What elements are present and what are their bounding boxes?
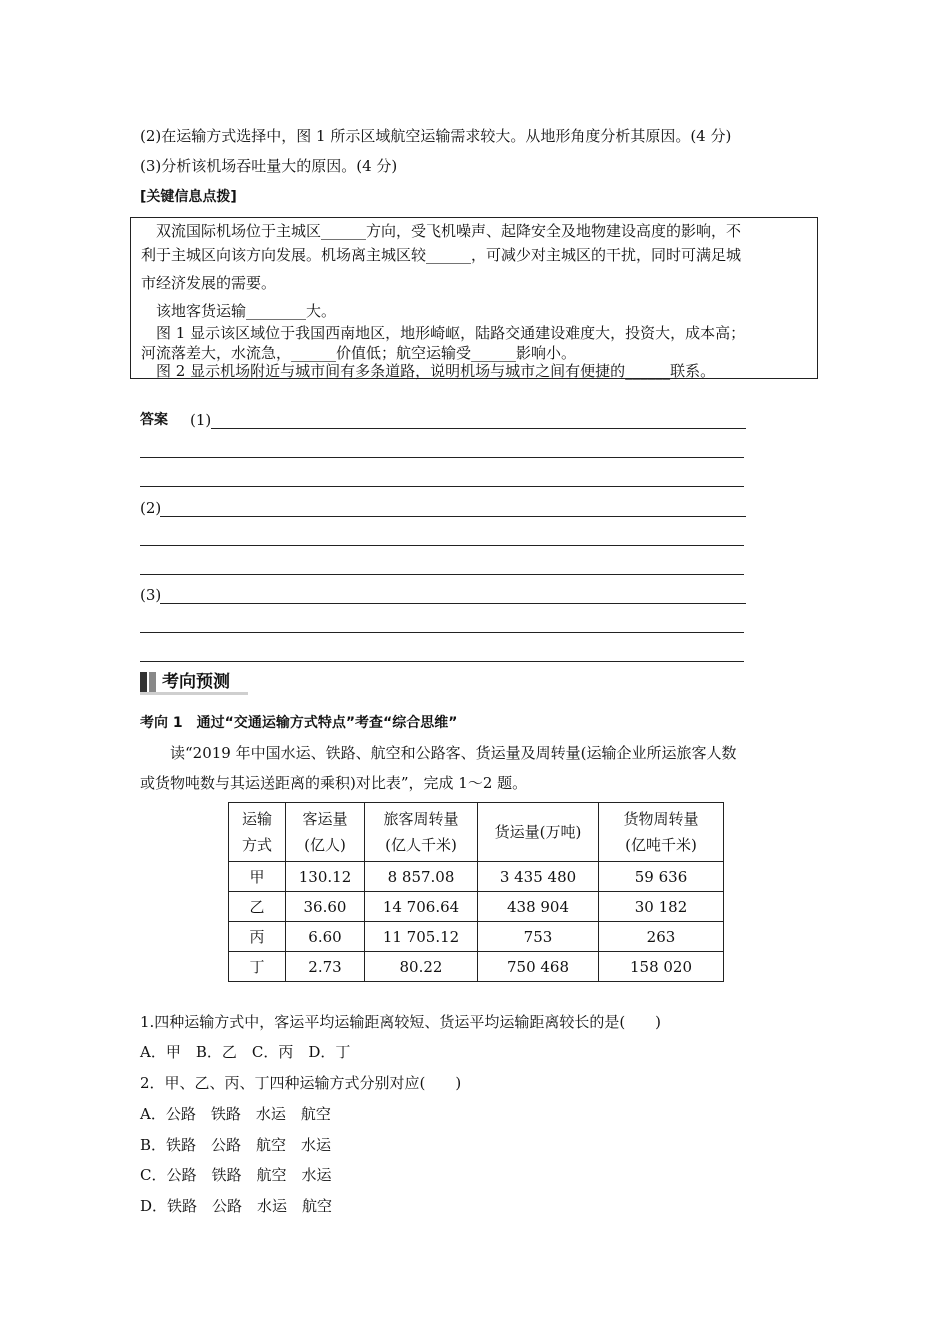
table-header-cell: 旅客周转量 (亿人千米) xyxy=(365,803,478,862)
question-3-text: (3)分析该机场吞吐量大的原因。(4 分) xyxy=(140,157,398,175)
table-cell: 158 020 xyxy=(599,952,724,982)
table-cell: 753 xyxy=(478,922,599,952)
mcq-2-option: B．铁路 公路 航空 水运 xyxy=(140,1136,332,1154)
table-cell: 丙 xyxy=(229,922,286,952)
answer-q3-label: (3) xyxy=(140,586,162,604)
key-info-line: 图 2 显示机场附近与城市间有多条道路，说明机场与城市之间有便捷的______联系。 xyxy=(141,362,716,380)
mcq-2-option: C．公路 铁路 航空 水运 xyxy=(140,1166,332,1184)
answer-q1-label: (1) xyxy=(190,411,212,429)
table-cell: 甲 xyxy=(229,862,286,892)
answer-blank-line[interactable] xyxy=(160,603,746,604)
table-cell: 80.22 xyxy=(365,952,478,982)
mcq-2-option: A．公路 铁路 水运 航空 xyxy=(140,1105,331,1123)
mcq-1-options: A．甲 B．乙 C．丙 D．丁 xyxy=(140,1043,351,1061)
mcq-2-text: 2．甲、乙、丙、丁四种运输方式分别对应( ) xyxy=(140,1074,462,1092)
mcq-1-text: 1.四种运输方式中，客运平均运输距离较短、货运平均运输距离较长的是( ) xyxy=(140,1013,662,1031)
section-title: 考向预测 xyxy=(162,672,230,692)
question-2-text: (2)在运输方式选择中，图 1 所示区域航空运输需求较大。从地形角度分析其原因。(4 分) xyxy=(140,127,732,145)
answer-blank-line[interactable] xyxy=(140,661,744,662)
key-info-line: 河流落差大，水流急，______价值低；航空运输受______影响小。 xyxy=(141,344,577,362)
direction-title: 考向 1 通过“交通运输方式特点”考查“综合思维” xyxy=(140,715,458,731)
table-row xyxy=(229,922,724,952)
table-header-cell: 货物周转量 (亿吨千米) xyxy=(599,803,724,862)
key-info-line: 双流国际机场位于主城区______方向，受飞机噪声、起降安全及地物建设高度的影响，不 xyxy=(141,222,742,240)
key-info-line: 该地客货运输________大。 xyxy=(141,302,337,320)
table-cell: 2.73 xyxy=(286,952,365,982)
key-info-line: 图 1 显示该区域位于我国西南地区，地形崎岖，陆路交通建设难度大，投资大，成本高； xyxy=(141,324,746,342)
table-cell: 乙 xyxy=(229,892,286,922)
answer-blank-line[interactable] xyxy=(140,486,744,487)
table-cell: 30 182 xyxy=(599,892,724,922)
table-cell: 750 468 xyxy=(478,952,599,982)
section-underline xyxy=(140,692,248,695)
table-cell: 丁 xyxy=(229,952,286,982)
answer-blank-line[interactable] xyxy=(211,428,746,429)
answer-label: 答案 xyxy=(140,412,168,428)
answer-blank-line[interactable] xyxy=(140,545,744,546)
table-cell: 263 xyxy=(599,922,724,952)
section-header xyxy=(140,670,248,694)
table-header-row xyxy=(229,803,724,862)
table-cell: 59 636 xyxy=(599,862,724,892)
table-cell: 130.12 xyxy=(286,862,365,892)
key-info-box xyxy=(130,217,818,379)
table-row xyxy=(229,892,724,922)
table-cell: 14 706.64 xyxy=(365,892,478,922)
table-cell: 8 857.08 xyxy=(365,862,478,892)
key-info-line: 利于主城区向该方向发展。机场离主城区较______，可减少对主城区的干扰，同时可满足城 xyxy=(141,246,742,264)
section-marker-icon xyxy=(140,672,147,692)
answer-blank-line[interactable] xyxy=(160,516,746,517)
answer-q2-label: (2) xyxy=(140,499,162,517)
mcq-2-option: D．铁路 公路 水运 航空 xyxy=(140,1197,333,1215)
table-header-cell: 货运量(万吨) xyxy=(478,803,599,862)
table-cell: 36.60 xyxy=(286,892,365,922)
table-row xyxy=(229,952,724,982)
table-row xyxy=(229,862,724,892)
answer-blank-line[interactable] xyxy=(140,574,744,575)
direction-intro-line: 或货物吨数与其运送距离的乘积)对比表”，完成 1～2 题。 xyxy=(140,774,528,792)
table-cell: 3 435 480 xyxy=(478,862,599,892)
table-cell: 6.60 xyxy=(286,922,365,952)
table-cell: 438 904 xyxy=(478,892,599,922)
answer-blank-line[interactable] xyxy=(140,632,744,633)
key-info-heading: [关键信息点拨] xyxy=(140,189,237,205)
table-cell: 11 705.12 xyxy=(365,922,478,952)
section-marker-icon xyxy=(149,672,156,692)
answer-blank-line[interactable] xyxy=(140,457,744,458)
table-header-cell: 运输 方式 xyxy=(229,803,286,862)
direction-intro-line: 读“2019 年中国水运、铁路、航空和公路客、货运量及周转量(运输企业所运旅客人数 xyxy=(140,744,737,762)
table-header-cell: 客运量 (亿人) xyxy=(286,803,365,862)
transport-data-table xyxy=(228,802,724,982)
key-info-line: 市经济发展的需要。 xyxy=(141,274,277,292)
